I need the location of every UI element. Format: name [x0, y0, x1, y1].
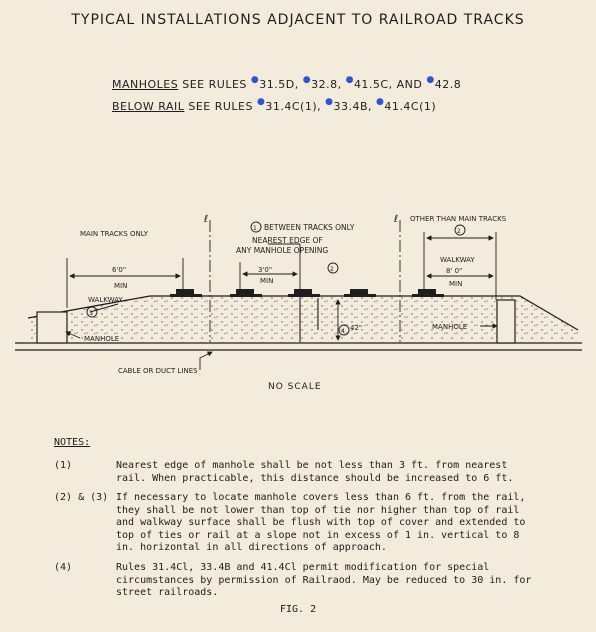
manhole-right-label: MANHOLE	[432, 323, 468, 331]
circle-num-3: 3	[89, 310, 93, 317]
figure-label: FIG. 2	[280, 604, 317, 615]
min-label-1: MIN	[114, 282, 128, 290]
manholes-label: MANHOLES	[112, 78, 179, 91]
circle-num-1: 1	[253, 225, 257, 232]
rule-ref: 31.5D,	[259, 78, 299, 91]
manhole-left-label: MANHOLE	[84, 335, 120, 343]
manhole-right-shape	[497, 300, 515, 343]
min-label-3: MIN	[449, 280, 463, 288]
rule-ref: 41.4C(1)	[384, 100, 437, 113]
cable-lines-label: CABLE OR DUCT LINES	[118, 367, 198, 375]
nearest-edge-label-2: ANY MANHOLE OPENING	[236, 246, 329, 255]
three-ft-label: 3'0"	[258, 266, 273, 274]
nearest-edge-label-1: NEAREST EDGE OF	[252, 236, 323, 245]
rule-ref: 41.5C,	[353, 78, 393, 91]
between-tracks-label: BETWEEN TRACKS ONLY	[264, 223, 355, 232]
eight-ft-label: 8' 0"	[446, 267, 463, 275]
rule-and: AND	[396, 78, 423, 91]
walkway-right-label: WALKWAY	[440, 256, 475, 264]
circle-num-4: 4	[341, 328, 345, 335]
rule-ref: 42.8	[434, 78, 462, 91]
rule-ref: 31.4C(1),	[265, 100, 322, 113]
highlight-dot: ●	[302, 75, 312, 85]
note-text: Rules 31.4Cl, 33.4B and 41.4Cl permit modification for special circumstances by permission of Railraod. May be reduced to 30 in. for street railroads.	[116, 562, 532, 598]
note-number: (4)	[54, 562, 73, 573]
six-ft-label: 6'0"	[112, 266, 127, 274]
centerline-right-label: ℓ	[394, 214, 399, 225]
note-number: (2) & (3)	[54, 492, 109, 503]
rule-ref: 33.4B,	[333, 100, 373, 113]
circle-num-small: 2	[330, 266, 334, 273]
circle-num-2: 2	[457, 228, 461, 235]
no-scale-label: NO SCALE	[268, 382, 322, 392]
highlight-dot: ●	[325, 97, 334, 107]
depth-label: 42"	[350, 324, 363, 332]
highlight-dot: ●	[345, 75, 354, 85]
min-label-2: MIN	[260, 277, 274, 285]
centerline-left-label: ℓ	[204, 214, 209, 225]
note-number: (1)	[54, 460, 73, 471]
below-see-rules: SEE RULES	[188, 100, 253, 113]
highlight-dot: ●	[426, 75, 435, 85]
manhole-left-shape	[37, 312, 67, 343]
highlight-dot: ●	[257, 97, 266, 107]
below-rail-label: BELOW RAIL	[112, 100, 185, 113]
highlight-dot: ●	[250, 75, 260, 85]
notes-heading: NOTES:	[54, 437, 91, 448]
other-than-main-label: OTHER THAN MAIN TRACKS	[410, 215, 507, 223]
walkway-left-label: WALKWAY	[88, 296, 123, 304]
highlight-dot: ●	[376, 97, 385, 107]
main-tracks-only-label: MAIN TRACKS ONLY	[80, 230, 149, 238]
note-text: If necessary to locate manhole covers less than 6 ft. from the rail, they shall be not lower than top of tie nor higher than top of rail and walkway surface shall be flush with top of cover and extended to top of ties or rail at a slope not in excess of 1 in. vertical to 8 in. horizontal in all directions of approach.	[116, 492, 526, 553]
note-text: Nearest edge of manhole shall be not less than 3 ft. from nearest rail. When practicable, this distance should be increased to 6 ft.	[116, 460, 514, 484]
rule-ref: 32.8,	[311, 78, 342, 91]
page-title: TYPICAL INSTALLATIONS ADJACENT TO RAILROAD TRACKS	[71, 12, 525, 28]
manholes-see-rules: SEE RULES	[182, 78, 247, 91]
